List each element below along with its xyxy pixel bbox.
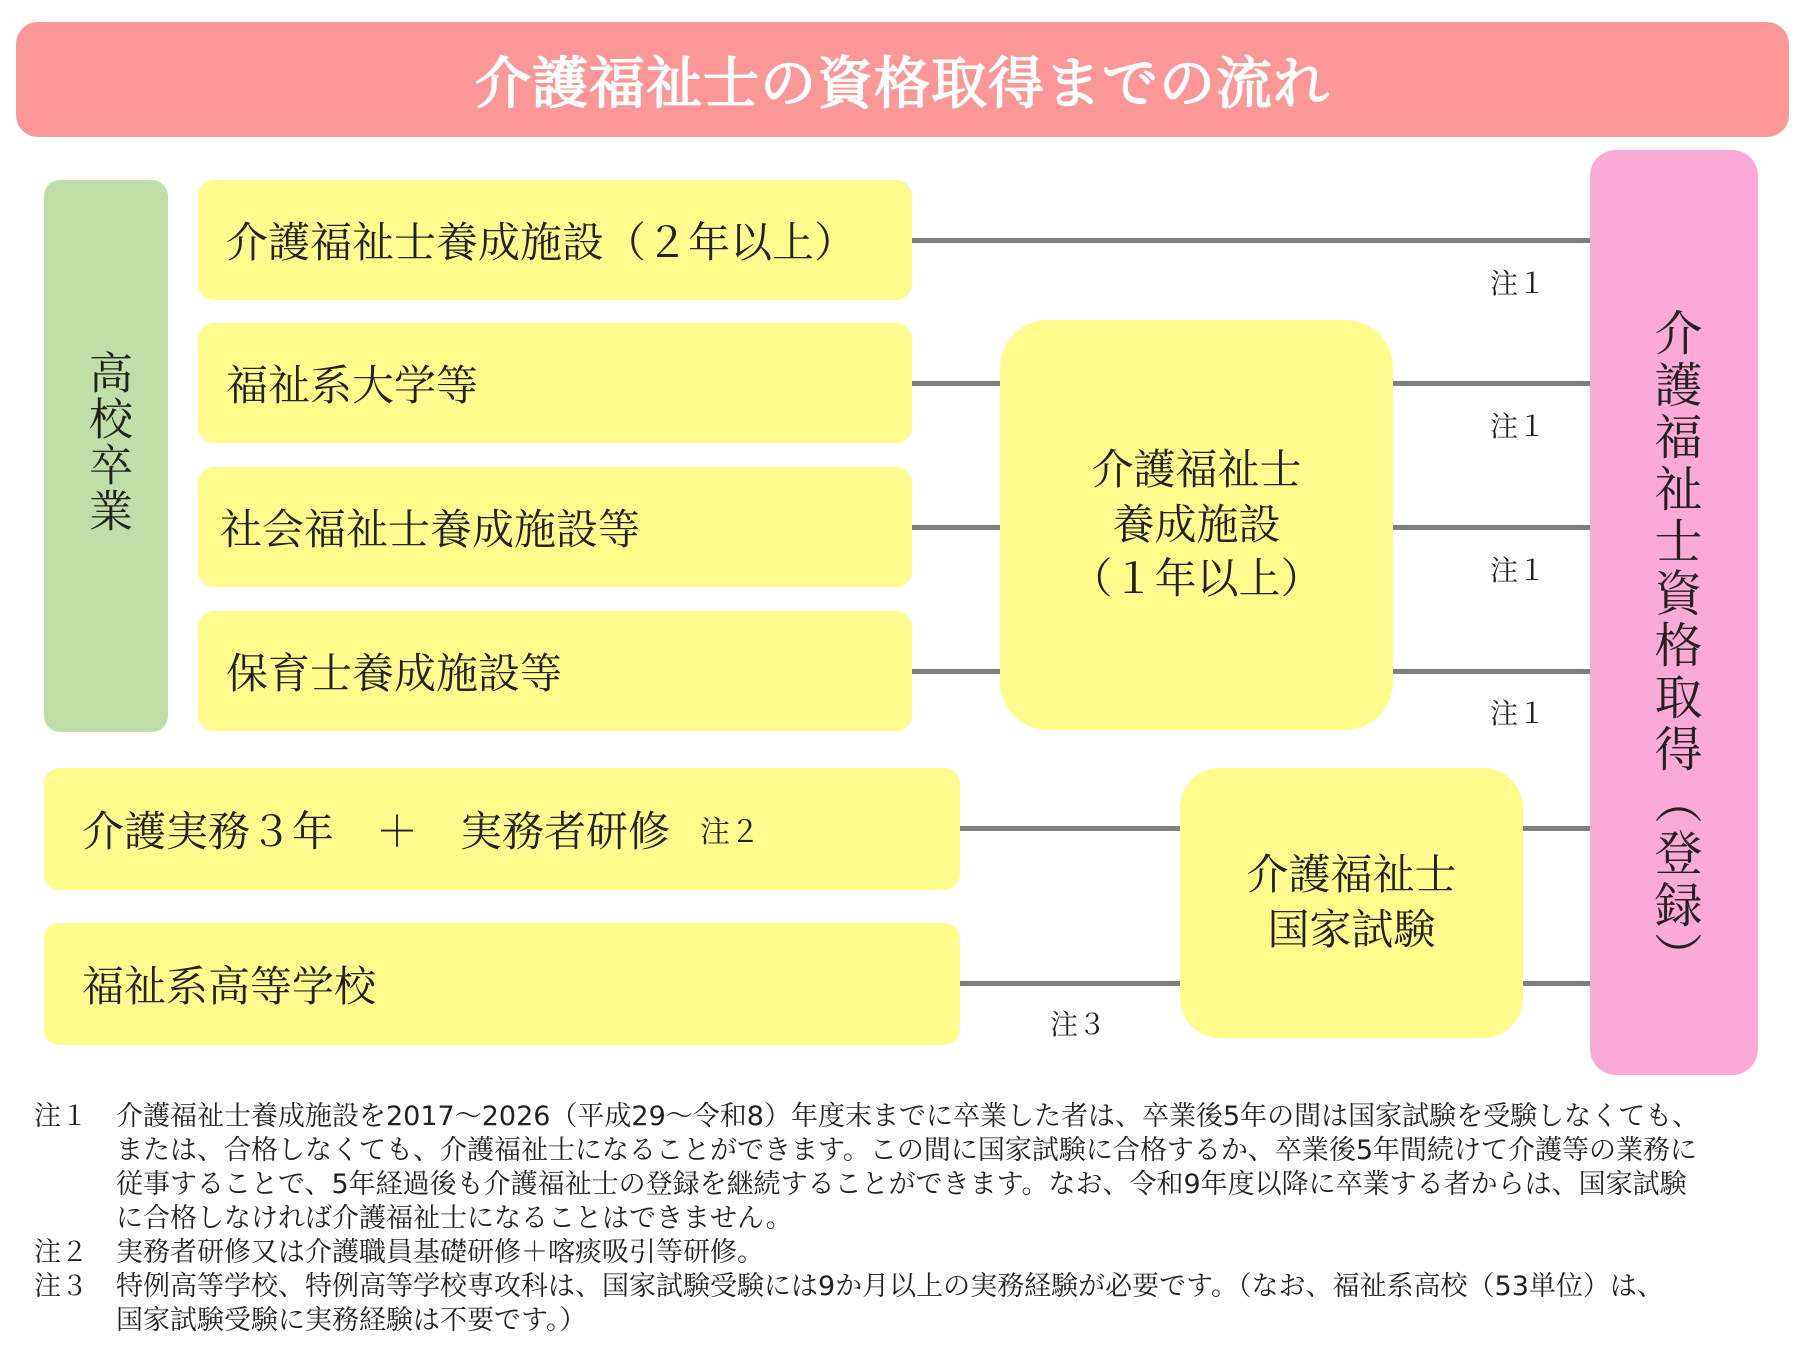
footnote-1 (34, 1100, 1774, 1236)
connector-line (912, 238, 1590, 243)
connector-line (1523, 826, 1590, 831)
route-label: 社会福祉士養成施設等 (220, 505, 641, 554)
footnote-label: 注１ (34, 1101, 88, 1132)
center-facility-line3: （１年以上） (1070, 554, 1323, 604)
high-school-graduation-label: 高校卒業 (81, 350, 132, 534)
practice-label: 介護実務３年 ＋ 実務者研修 (82, 807, 671, 856)
line-note-mark: 注３ (1050, 1008, 1107, 1041)
center-facility-box (1000, 320, 1393, 730)
connector-line (1523, 981, 1590, 986)
practice-note-mark: 注２ (700, 815, 761, 850)
route-box-welfare-high-school (44, 923, 960, 1045)
center-facility-line2: 養成施設 (1112, 499, 1281, 549)
route-label: 福祉系大学等 (226, 361, 479, 410)
line-note-mark: 注１ (1490, 410, 1547, 443)
footnote-line: または、合格しなくても、介護福祉士になることができます。この間に国家試験に合格するか、卒業後5年間続けて介護等の業務に (116, 1135, 1698, 1166)
connector-line (1393, 669, 1590, 674)
route-box-2yr-facility (198, 180, 912, 300)
page-title: 介護福祉士の資格取得までの流れ (16, 22, 1789, 137)
connector-line (912, 669, 1000, 674)
connector-line (912, 525, 1000, 530)
line-note-mark: 注１ (1490, 554, 1547, 587)
connector-line (960, 826, 1180, 831)
connector-line (912, 381, 1000, 386)
footnote-line: 国家試験受験に実務経験は不要です。） (116, 1305, 587, 1336)
connector-line (1393, 525, 1590, 530)
welfare-high-school-label: 福祉系高等学校 (82, 962, 377, 1011)
national-exam-line1: 介護福祉士 (1246, 850, 1457, 900)
route-label: 介護福祉士養成施設（２年以上） (226, 218, 857, 267)
qualification-registration-box (1590, 150, 1758, 1075)
connector-line (960, 981, 1180, 986)
footnote-3 (34, 1270, 1774, 1338)
national-exam-line2: 国家試験 (1267, 905, 1436, 954)
footnote-2 (34, 1236, 1774, 1270)
footnote-line: に合格しなければ介護福祉士になることはできません。 (116, 1203, 793, 1234)
footnote-line: 実務者研修又は介護職員基礎研修＋喀痰吸引等研修。 (116, 1237, 764, 1268)
center-facility-line1: 介護福祉士 (1091, 445, 1302, 495)
qualification-registration-label: 介護福祉士資格取得（登録） (1646, 308, 1702, 984)
footnote-line: 介護福祉士養成施設を2017～2026（平成29～令和8）年度末までに卒業した者は、卒業後5年の間は国家試験を受験しなくても、 (116, 1101, 1700, 1132)
footnotes (34, 1100, 1774, 1338)
high-school-graduation-box (44, 180, 168, 732)
route-label: 保育士養成施設等 (226, 649, 563, 698)
footnote-line: 特例高等学校、特例高等学校専攻科は、国家試験受験には9か月以上の実務経験が必要です。（なお、福祉系高校（53単位）は、 (116, 1271, 1664, 1302)
connector-line (1393, 381, 1590, 386)
line-note-mark: 注１ (1490, 267, 1547, 300)
footnote-label: 注３ (34, 1271, 88, 1302)
footnote-line: 従事することで、5年経過後も介護福祉士の登録を継続することができます。なお、令和9年度以降に卒業する者からは、国家試験 (116, 1169, 1687, 1200)
route-box-childcare-facility (198, 611, 912, 731)
footnote-label: 注２ (34, 1237, 88, 1268)
national-exam-box (1180, 768, 1523, 1038)
route-box-welfare-university (198, 323, 912, 443)
route-box-practice-training (44, 768, 960, 890)
route-box-social-worker-facility (198, 467, 912, 587)
line-note-mark: 注１ (1490, 697, 1547, 730)
